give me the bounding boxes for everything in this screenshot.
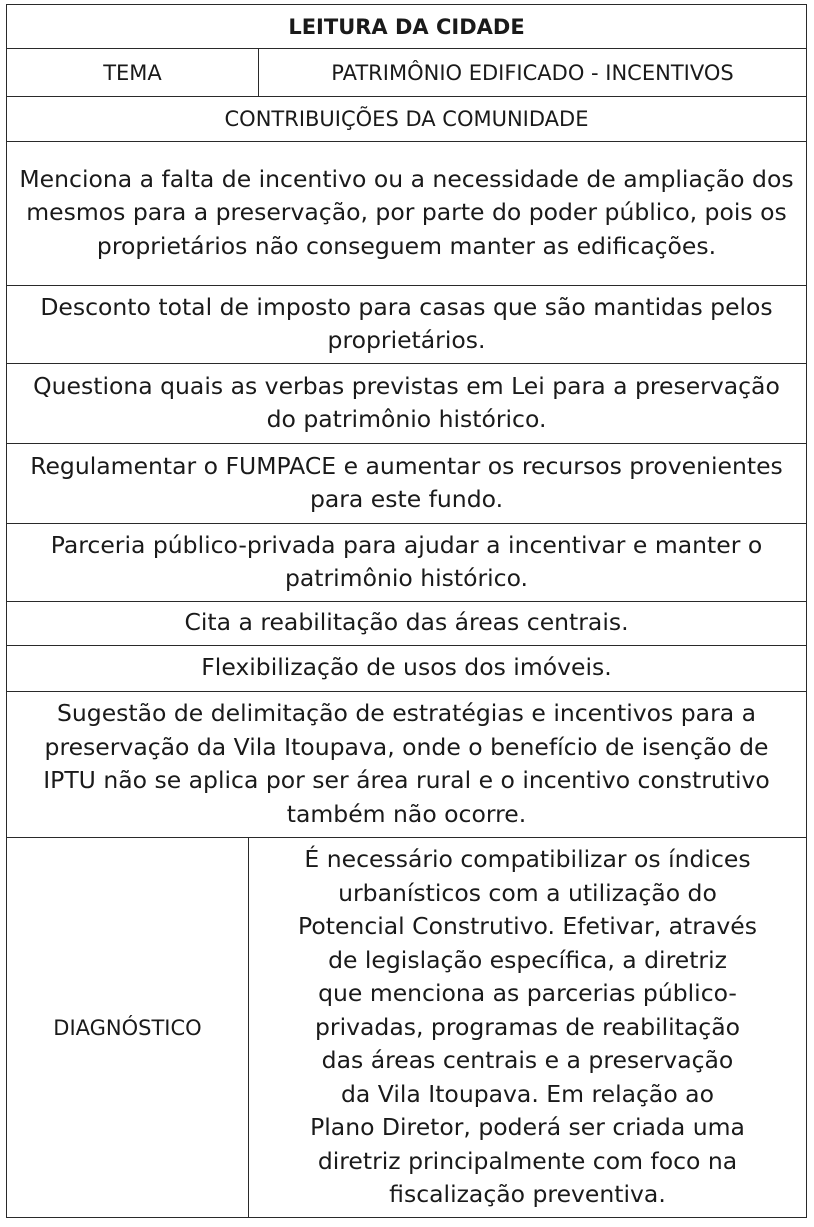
diagnostico-line: privadas, programas de reabilitação — [314, 1012, 740, 1041]
diagnostico-line: urbanísticos com a utilização do — [338, 878, 717, 907]
contribution-row — [7, 646, 807, 692]
diagnostico-line: das áreas centrais e a preservação — [321, 1046, 734, 1075]
contribution-row — [7, 364, 807, 444]
table-title: LEITURA DA CIDADE — [7, 5, 807, 49]
diagnostico-label: DIAGNÓSTICO — [7, 838, 249, 1218]
diagnostico-line: fiscalização preventiva. — [389, 1180, 666, 1209]
diagnostico-row — [7, 838, 807, 1218]
contribution-item: Questiona quais as verbas previstas em Lei para a preservação do patrimônio histórico. — [7, 364, 807, 444]
diagnostico-line: É necessário compatibilizar os índices — [304, 845, 751, 874]
contribution-row — [7, 444, 807, 524]
contribution-item: Parceria público-privada para ajudar a incentivar e manter o patrimônio histórico. — [7, 524, 807, 602]
title-row — [7, 5, 807, 49]
leitura-cidade-table — [6, 4, 807, 1218]
contribution-item: Flexibilização de usos dos imóveis. — [7, 646, 807, 692]
diagnostico-line: da Vila Itoupava. Em relação ao — [341, 1079, 714, 1108]
tema-value: PATRIMÔNIO EDIFICADO - INCENTIVOS — [259, 49, 807, 97]
tema-label: TEMA — [7, 49, 259, 97]
tema-row — [7, 49, 807, 97]
contribution-item: Sugestão de delimitação de estratégias e incentivos para a preservação da Vila Itoupava, onde o benefício de isenção de IPTU não se aplica por ser área rural e o incentivo construtivo também não ocorre. — [7, 692, 807, 838]
contribution-row — [7, 692, 807, 838]
diagnostico-line: diretriz principalmente com foco na — [317, 1146, 738, 1175]
contribution-item: Desconto total de imposto para casas que são mantidas pelos proprietários. — [7, 286, 807, 364]
contribution-item: Cita a reabilitação das áreas centrais. — [7, 602, 807, 646]
diagnostico-line: de legislação específica, a diretriz — [328, 945, 727, 974]
contribution-row — [7, 142, 807, 286]
diagnostico-line: que menciona as parcerias público- — [318, 979, 737, 1008]
contribution-item: Menciona a falta de incentivo ou a necessidade de ampliação dos mesmos para a preservação, por parte do poder público, pois os proprietários não conseguem manter as edificações. — [7, 142, 807, 286]
contribution-row — [7, 524, 807, 602]
contributions-heading-row — [7, 97, 807, 142]
contribution-row — [7, 602, 807, 646]
contribution-item: Regulamentar o FUMPACE e aumentar os recursos provenientes para este fundo. — [7, 444, 807, 524]
contributions-heading: CONTRIBUIÇÕES DA COMUNIDADE — [7, 97, 807, 142]
diagnostico-line: Plano Diretor, poderá ser criada uma — [310, 1113, 745, 1142]
diagnostico-text — [249, 838, 807, 1218]
contribution-row — [7, 286, 807, 364]
diagnostico-line: Potencial Construtivo. Efetivar, através — [298, 912, 757, 941]
